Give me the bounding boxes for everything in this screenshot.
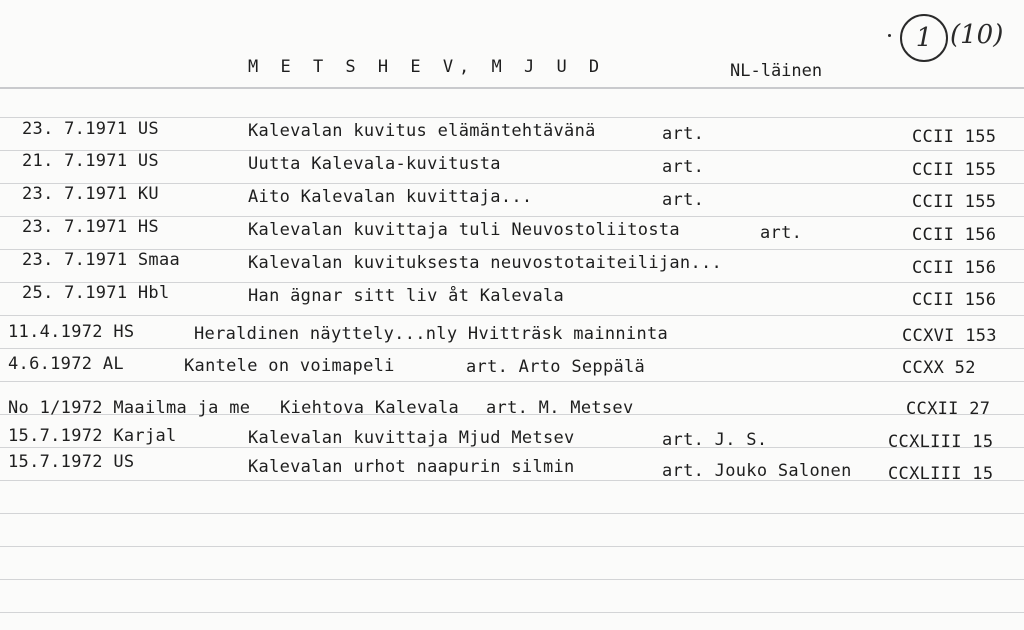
entry-type: art. xyxy=(662,157,705,177)
entry-reference: CCXLIII 15 xyxy=(888,464,994,484)
entry-type: art. M. Metsev xyxy=(486,398,634,418)
ruled-line xyxy=(0,381,1024,382)
subject-name: M E T S H E V, M J U D xyxy=(248,57,606,77)
entry-type: art. xyxy=(662,190,705,210)
ruled-line xyxy=(0,612,1024,613)
ruled-line xyxy=(0,117,1024,118)
ink-dot xyxy=(888,34,891,37)
entry-reference: CCII 155 xyxy=(912,192,997,212)
entry-date-source: 23. 7.1971 HS xyxy=(22,217,159,237)
entry-date-source: 11.4.1972 HS xyxy=(8,322,135,342)
entry-reference: CCII 156 xyxy=(912,258,997,278)
subject-category: NL-läinen xyxy=(730,61,823,81)
entry-type: art. Jouko Salonen xyxy=(662,461,852,481)
entry-type: art. xyxy=(760,223,803,243)
ruled-line xyxy=(0,480,1024,481)
entry-title: Han ägnar sitt liv åt Kalevala xyxy=(248,286,565,306)
ruled-line xyxy=(0,579,1024,580)
entry-title: Kalevalan kuvittaja tuli Neuvostoliitosta xyxy=(248,220,680,240)
entry-reference: CCII 156 xyxy=(912,290,997,310)
entry-type: art. J. S. xyxy=(662,430,768,450)
entry-date-source: 25. 7.1971 Hbl xyxy=(22,283,170,303)
entry-title: Kantele on voimapeli xyxy=(184,356,395,376)
card-number-circle: 1 xyxy=(900,14,948,62)
entry-date-source: 21. 7.1971 US xyxy=(22,151,159,171)
card-number-mark xyxy=(888,14,1018,60)
entry-reference: CCII 156 xyxy=(912,225,997,245)
entry-title: Kalevalan kuvittaja Mjud Metsev xyxy=(248,428,575,448)
entry-date-source: 23. 7.1971 Smaa xyxy=(22,250,181,270)
entry-type: art. Arto Seppälä xyxy=(466,357,646,377)
entry-date-source: 15.7.1972 US xyxy=(8,452,135,472)
entry-date-source: 4.6.1972 AL xyxy=(8,354,124,374)
ruled-line xyxy=(0,87,1024,89)
entry-title: Heraldinen näyttely...nly Hvitträsk mainninta xyxy=(194,324,669,344)
entry-title: Kalevalan kuvituksesta neuvostotaiteilijan... xyxy=(248,253,723,273)
entry-date-source: 23. 7.1971 US xyxy=(22,119,159,139)
entry-type: art. xyxy=(662,124,705,144)
ruled-line xyxy=(0,513,1024,514)
entry-reference: CCXVI 153 xyxy=(902,326,997,346)
entry-date-source: 15.7.1972 Karjal xyxy=(8,426,177,446)
entry-title: Uutta Kalevala-kuvitusta xyxy=(248,154,501,174)
ruled-line xyxy=(0,315,1024,316)
ruled-line xyxy=(0,546,1024,547)
entry-reference: CCXX 52 xyxy=(902,358,976,378)
entry-title: Kalevalan urhot naapurin silmin xyxy=(248,457,575,477)
entry-title: Kiehtova Kalevala xyxy=(280,398,460,418)
entry-reference: CCII 155 xyxy=(912,160,997,180)
entry-title: Kalevalan kuvitus elämäntehtävänä xyxy=(248,121,596,141)
entry-reference: CCXII 27 xyxy=(906,399,991,419)
card-total: (10) xyxy=(950,20,1004,50)
entry-reference: CCXLIII 15 xyxy=(888,432,994,452)
entry-title: Aito Kalevalan kuvittaja... xyxy=(248,187,533,207)
ruled-line xyxy=(0,348,1024,349)
entry-reference: CCII 155 xyxy=(912,127,997,147)
entry-date-source: 23. 7.1971 KU xyxy=(22,184,159,204)
entry-date-source: No 1/1972 Maailma ja me xyxy=(8,398,251,418)
